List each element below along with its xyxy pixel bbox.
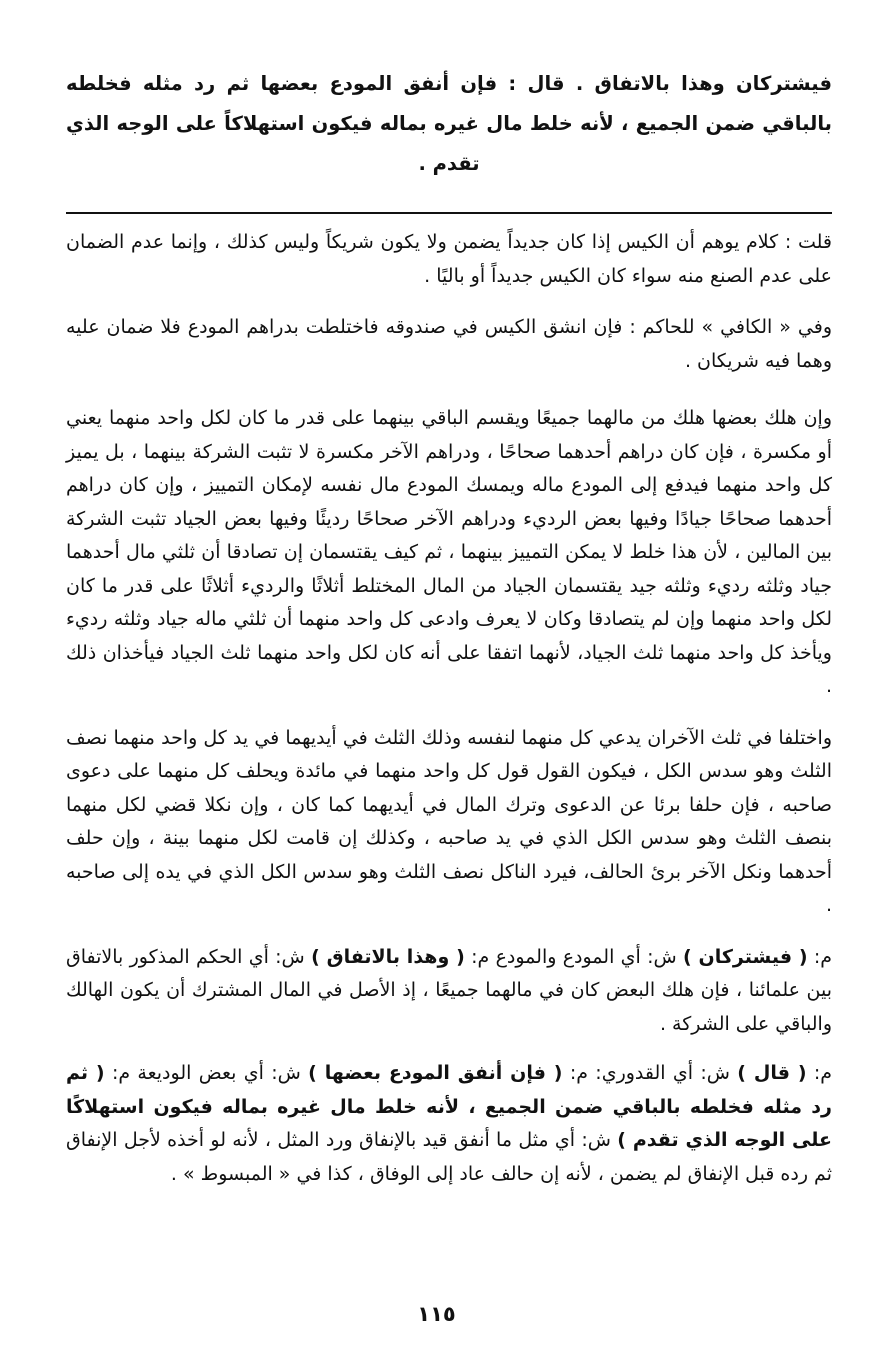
document-page: [66, 48, 832, 1207]
sharh-text: ش: أي القدوري: م:: [569, 1062, 730, 1084]
commentary-paragraph: وفي « الكافي » للحاكم : فإن انشق الكيس في صندوقه فاختلطت بدراهم المودع فلا ضمان عليه وهما فيه شريكان .: [66, 316, 832, 372]
sharh-text: ش: أي المودع والمودع م:: [471, 945, 677, 968]
matn-quote: ( قال ): [737, 1062, 807, 1084]
matn-marker: م:: [813, 1062, 833, 1084]
matn-quote: ( ثم رد مثله فخلطه بالباقي ضمن الجميع ، لأنه خلط مال غيره بماله فيكون استهلاكًا على الوجه الذي تقدم ): [66, 1062, 832, 1151]
page-number: ١١٥: [417, 1302, 456, 1326]
matn-marker: م:: [813, 945, 833, 968]
commentary-paragraph: قلت : كلام يوهم أن الكيس إذا كان جديداً يضمن ولا يكون شريكاً وليس كذلك ، وإنما عدم الضمان على عدم الصنع منه سواء كان الكيس جديداً أو باليًا .: [66, 231, 832, 287]
matn-quote: ( فإن أنفق المودع بعضها ): [308, 1062, 563, 1084]
sharh-text: ش: أي الحكم المذكور بالاتفاق بين علمائنا ، فإن هلك البعض كان في مالهما جميعًا ، إذ الأصل في المال المشترك أن يكون الهالك والباقي على الشركة .: [66, 945, 832, 1035]
matn-quote: ( وهذا بالاتفاق ): [311, 945, 465, 968]
separator-line: [66, 212, 832, 214]
sharh-text: ش: أي بعض الوديعة م:: [111, 1062, 301, 1084]
commentary-paragraph: [66, 1057, 832, 1191]
matn-quote: ( فيشتركان ): [682, 945, 808, 968]
commentary-paragraph: وإن هلك بعضها هلك من مالهما جميعًا ويقسم الباقي بينهما على قدر ما كان لكل واحد منهما يعني أو مكسرة ، فإن كان دراهم أحدهما صحاحًا ، ودراهم الآخر مكسرة لا تثبت الشركة بينهما ، بل يميز كل واحد منهما فيدفع إلى المودع ماله ويمسك المودع مال نفسه لإمكان التمييز ، وإن كان دراهم أحدهما صحاحًا جيادًا وفيها بعض الرديء ودراهم الآخر صحاحًا رديئًا وفيها بعض الجياد تثبت الشركة بين المالين ، لأن هذا خلط لا يمكن التمييز بينهما ، ثم كيف يقتسمان إن تصادقا أن ثلثي مال أحدهما جياد وثلثه رديء وثلثه جيد يقتسمان الجياد من المال المختلط أثلاثًا والرديء أثلاثًا على قدر ما كان لكل واحد منهما وإن لم يتصادقا وكان لا يعرف وادعى كل واحد منهما أن ثلثي ماله جياد وثلثه رديء ويأخذ كل واحد منهما ثلث الجياد، لأنهما اتفقا على أنه كان لكل واحد منهما ثلث الجياد فيأخذان ذلك .: [66, 407, 832, 697]
commentary-paragraph: واختلفا في ثلث الآخران يدعي كل منهما لنفسه وذلك الثلث في أيديهما في يد كل واحد منهما نصف الثلث وهو سدس الكل ، فيكون القول قول كل واحد منهما في مائدة ويحلف كل منهما على دعوى صاحبه ، فإن حلفا برئا عن الدعوى وترك المال في أيديهما كما كان ، وإن نكلا قضي لكل منهما بنصف الثلث وهو سدس الكل الذي في يد صاحبه ، وكذلك إن قامت لكل منهما بينة ، وإن حلف أحدهما ونكل الآخر برئ الحالف، فيرد الناكل نصف الثلث وهو سدس الكل الذي في يده إلى صاحبه .: [66, 726, 832, 916]
main-text: فيشتركان وهذا بالاتفاق . قال : فإن أنفق المودع بعضها ثم رد مثله فخلطه بالباقي ضمن الجميع ، لأنه خلط مال غيره بماله فيكون استهلاكاً على الوجه الذي تقدم .: [66, 72, 832, 175]
commentary-paragraph: [66, 941, 832, 1042]
sharh-text: ش: أي مثل ما أنفق قيد بالإنفاق ورد المثل ، لأنه لو أخذه لأجل الإنفاق ثم رده قبل الإنفاق لم يضمن ، لأنه إن حالف عاد إلى الوفاق ، كذا في « المبسوط » .: [66, 1129, 832, 1185]
